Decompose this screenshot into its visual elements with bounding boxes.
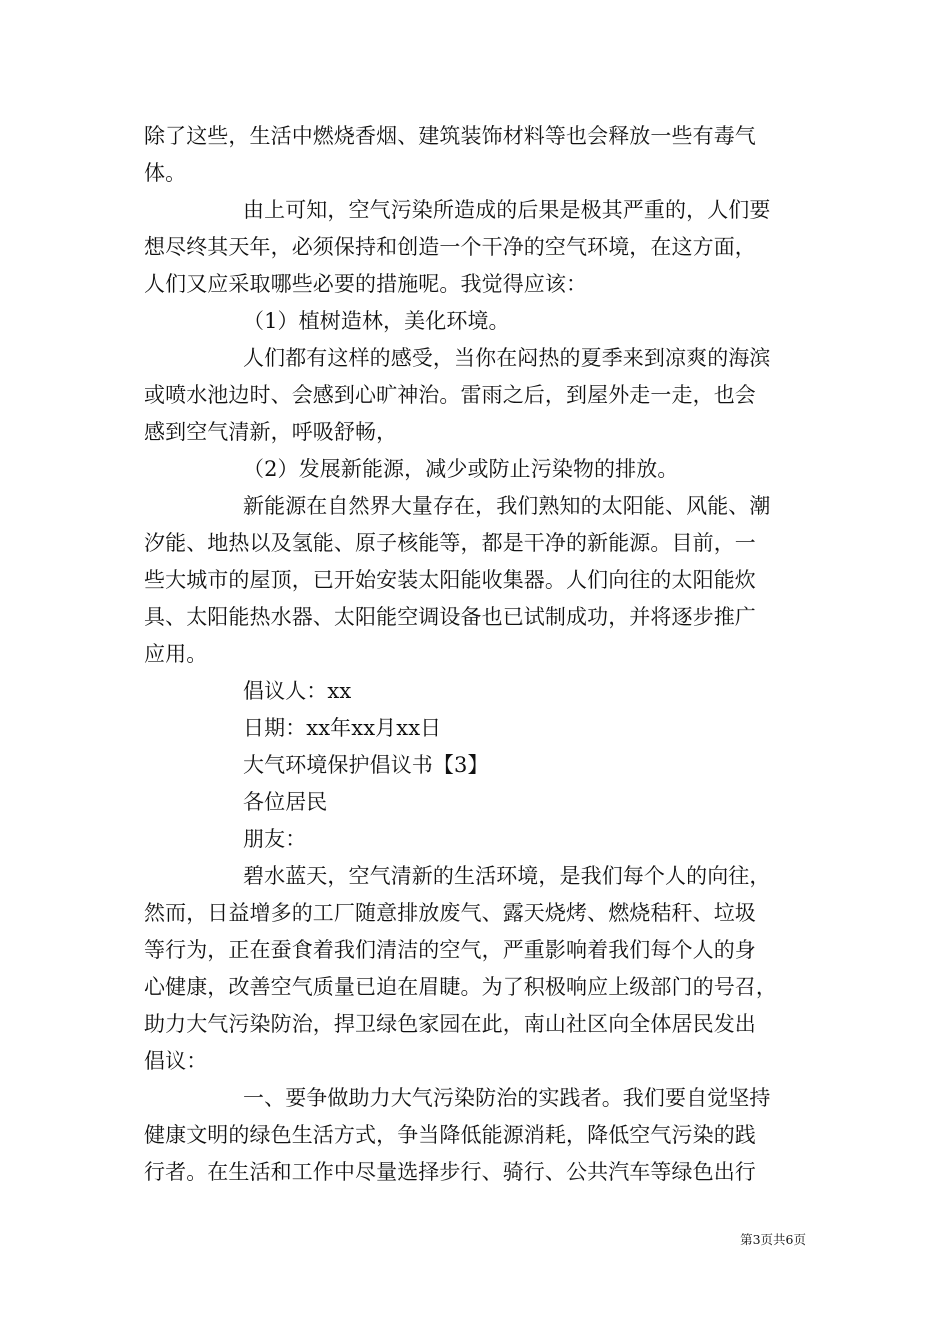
text-line: 除了这些，生活中燃烧香烟、建筑装饰材料等也会释放一些有毒气 xyxy=(144,124,756,148)
text-line: 应用。 xyxy=(144,642,208,666)
text-line: 朋友： xyxy=(243,827,307,851)
text-line: 由上可知，空气污染所造成的后果是极其严重的，人们要 xyxy=(243,198,771,222)
text-line: 人们都有这样的感受，当你在闷热的夏季来到凉爽的海滨 xyxy=(243,346,771,370)
text-line: 人们又应采取哪些必要的措施呢。我觉得应该： xyxy=(144,272,588,296)
text-line: 各位居民 xyxy=(243,790,328,814)
text-line: 体。 xyxy=(144,161,187,185)
text-line: 或喷水池边时、会感到心旷神治。雷雨之后，到屋外走一走，也会 xyxy=(144,383,756,407)
text-line: 一、要争做助力大气污染防治的实践者。我们要自觉坚持 xyxy=(243,1086,771,1110)
page-number: 第3页共6页 xyxy=(740,1232,806,1247)
text-line: 然而，日益增多的工厂随意排放废气、露天烧烤、燃烧秸秆、垃圾 xyxy=(144,901,756,925)
text-line: 具、太阳能热水器、太阳能空调设备也已试制成功，并将逐步推广 xyxy=(144,605,756,629)
text-line: 助力大气污染防治，捍卫绿色家园在此，南山社区向全体居民发出 xyxy=(144,1012,756,1036)
section-heading: 大气环境保护倡议书【3】 xyxy=(243,753,489,777)
document-body xyxy=(144,118,806,1191)
text-line: 健康文明的绿色生活方式，争当降低能源消耗，降低空气污染的践 xyxy=(144,1123,756,1147)
text-line: （2）发展新能源，减少或防止污染物的排放。 xyxy=(243,457,679,481)
text-line: 心健康，改善空气质量已迫在眉睫。为了积极响应上级部门的号召， xyxy=(144,975,777,999)
text-line: 新能源在自然界大量存在，我们熟知的太阳能、风能、潮 xyxy=(243,494,771,518)
text-line: 汐能、地热以及氢能、原子核能等，都是干净的新能源。目前，一 xyxy=(144,531,756,555)
text-line: （1）植树造林，美化环境。 xyxy=(243,309,510,333)
text-line: 想尽终其天年，必须保持和创造一个干净的空气环境，在这方面， xyxy=(144,235,756,259)
text-line: 碧水蓝天，空气清新的生活环境，是我们每个人的向往， xyxy=(243,864,771,888)
text-line: 等行为，正在蚕食着我们清洁的空气，严重影响着我们每个人的身 xyxy=(144,938,756,962)
text-line: 感到空气清新，呼吸舒畅， xyxy=(144,420,398,444)
text-line: 行者。在生活和工作中尽量选择步行、骑行、公共汽车等绿色出行 xyxy=(144,1160,756,1184)
text-line: 倡议： xyxy=(144,1049,208,1073)
text-line: 倡议人：xx xyxy=(243,679,352,703)
text-line: 日期：xx年xx月xx日 xyxy=(243,716,442,740)
text-line: 些大城市的屋顶，已开始安装太阳能收集器。人们向往的太阳能炊 xyxy=(144,568,756,592)
